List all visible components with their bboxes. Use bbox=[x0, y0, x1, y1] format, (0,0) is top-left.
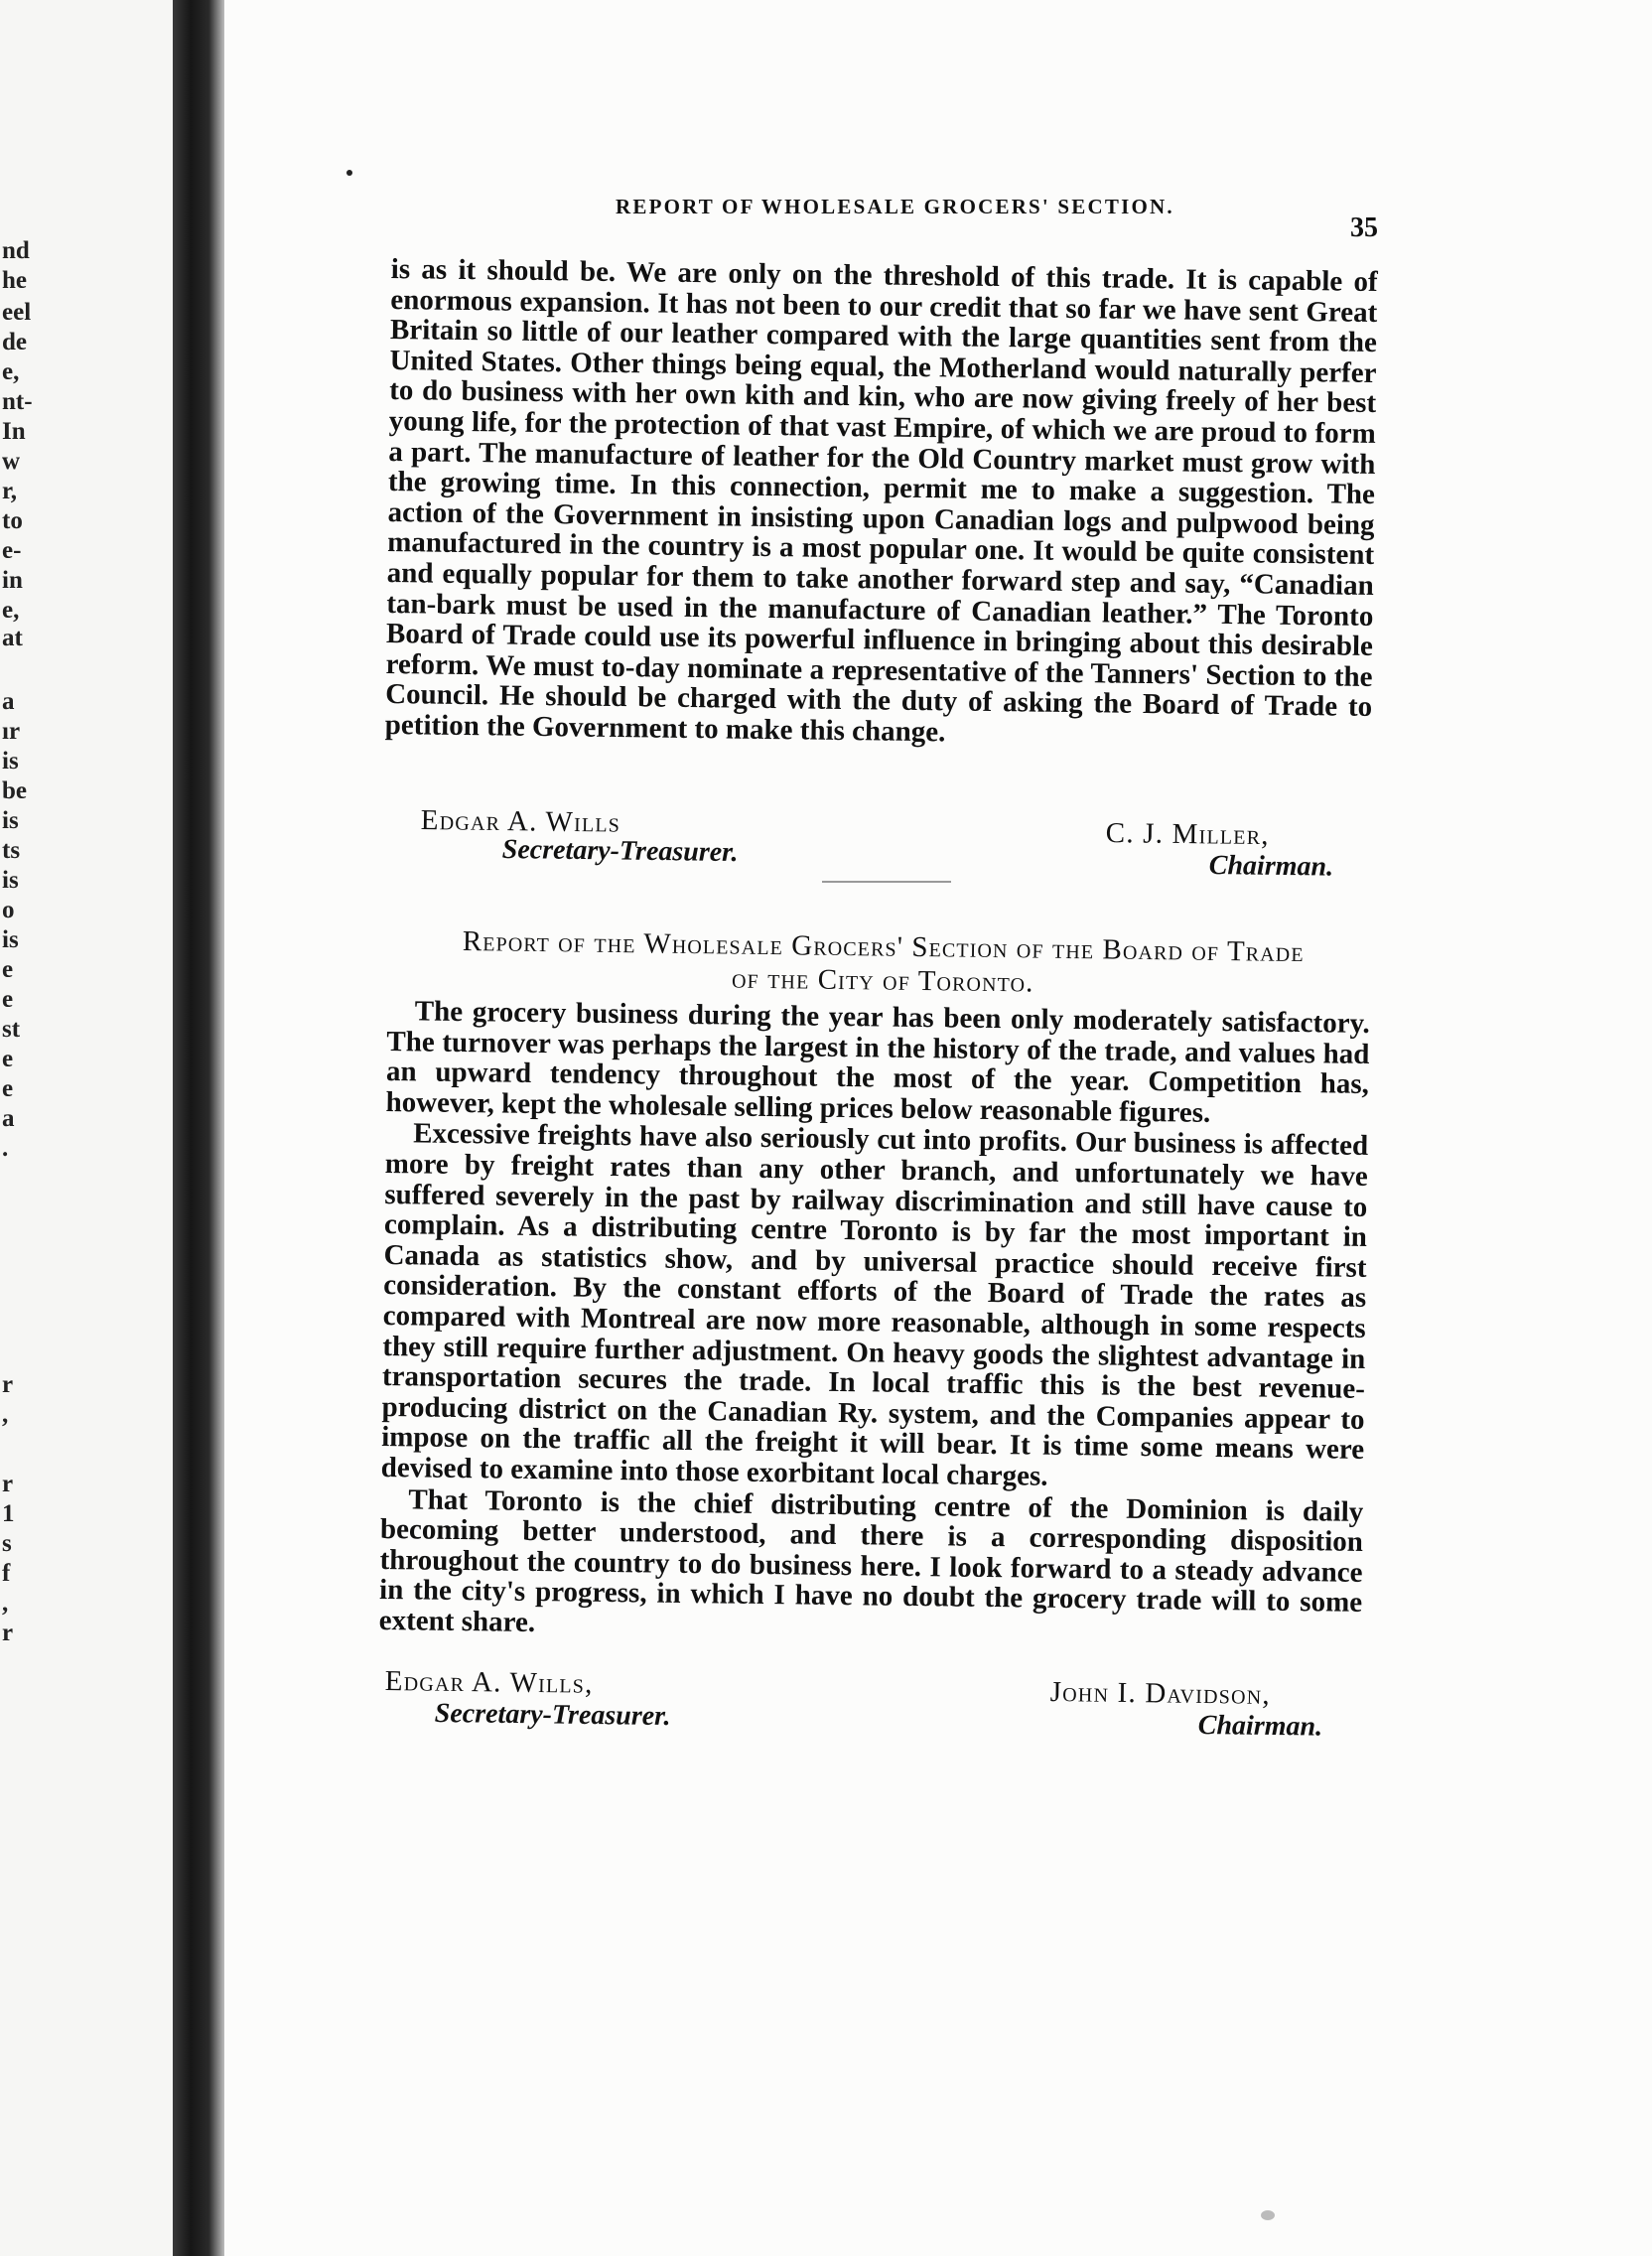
facing-page-fragment: f bbox=[2, 1560, 11, 1587]
ink-smudge bbox=[1261, 2210, 1275, 2220]
grocers-report-body bbox=[379, 996, 1370, 1649]
facing-page-fragment: a bbox=[2, 1105, 15, 1132]
paragraph: The grocery business during the year has been only moderately satisfactory. The turnover was perhaps the largest in the history of the trade, and values had an upward tendency throughout the most of the year. Competition has, however, kept the wholesale selling prices below reasonable figures. bbox=[385, 995, 1370, 1129]
facing-page-fragment: 1 bbox=[2, 1500, 15, 1527]
facing-page-fragment: ır bbox=[2, 718, 21, 745]
facing-page-fragment: in bbox=[2, 567, 23, 594]
report-title bbox=[386, 923, 1380, 1004]
chairman-name: John I. Davidson, bbox=[1049, 1676, 1272, 1711]
facing-page-fragment: e- bbox=[2, 537, 22, 564]
ink-dot bbox=[346, 170, 352, 176]
facing-page-fragment: r bbox=[2, 1471, 14, 1497]
facing-page-fragment: st bbox=[2, 1016, 21, 1043]
facing-page-fragment: , bbox=[2, 1590, 9, 1617]
facing-page-fragment: e bbox=[2, 1046, 14, 1072]
facing-page-fragment: e bbox=[2, 986, 14, 1013]
secretary-name: Edgar A. Wills, bbox=[384, 1665, 594, 1700]
chairman-title: Chairman. bbox=[1208, 850, 1334, 883]
facing-page-fragment: r bbox=[2, 1371, 14, 1398]
chairman-name: C. J. Miller, bbox=[1105, 817, 1270, 852]
paragraph: is as it should be. We are only on the threshold of this trade. It is capable of enormous expansion. It has not been to our credit that so far we have sent Great Britain so little of our leather compared with the large quantities sent from the United States. Other things being equal, the Motherland would naturally perfer to do business with her own kith and kin, who are now giving freely of her best young life, for the protection of that vast Empire, of which we are proud to form a part. The manufacture of leather for the Old Country market must grow with the growing time. In this connection, permit me to make a suggestion. The action of the Government in insisting upon Canadian logs and pulpwood being manufactured in the country is a most popular one. It would be quite consistent and equally popular for them to take another forward step and say, “Canadian tan-bark must be used in the manufacture of Canadian leather.” The Toronto Board of Trade could use its powerful influence in bringing about this desirable reform. We must to-day nominate a representative of the Tanners' Section to the Council. He should be charged with the duty of asking the Board of Trade to petition the Government to make this change. bbox=[384, 253, 1378, 749]
facing-page-fragment: at bbox=[2, 625, 23, 651]
facing-page-fragment: s bbox=[2, 1530, 12, 1557]
facing-page-fragment: In bbox=[2, 418, 26, 445]
facing-page-fragment: he bbox=[2, 267, 27, 294]
paragraph: That Toronto is the chief distributing centre of the Dominion is daily becoming better understood, and there is a corresponding disposition throughout the country to do business here. I look forward to a steady advance in the city's progress, in which I have no doubt the grocery trade will to some extent share. bbox=[378, 1482, 1364, 1638]
book-gutter bbox=[173, 0, 224, 2256]
secretary-title: Secretary-Treasurer. bbox=[501, 834, 739, 869]
secretary-title: Secretary-Treasurer. bbox=[434, 1698, 671, 1733]
facing-page-fragment: is bbox=[2, 926, 19, 953]
facing-page-edge bbox=[0, 0, 173, 2256]
facing-page-fragment: be bbox=[2, 777, 27, 804]
report-title-line-2: of the City of Toronto. bbox=[731, 962, 1034, 999]
facing-page-fragment: is bbox=[2, 867, 19, 894]
report-title-line-1: Report of the Wholesale Grocers' Section of the Board of Trade bbox=[462, 924, 1305, 969]
paragraph: Excessive freights have also seriously cut into profits. Our business is affected more by freight rates than any other branch, and unfortunately we have suffered severely in the past by railway discrimination and still have cause to complain. As a distributing centre Toronto is by far the most important in Canada as statistics show, and by universal practice should receive first consideration. By the constant efforts of the Board of Trade the rates as compared with Montreal are now more reasonable, although in some respects they still require further adjustment. On heavy goods the slightest advantage in transportation secures the trade. In local traffic this is the best revenue-producing district on the Canadian Ry. system, and the Companies appear to impose on the traffic all the freight it will bear. It is time some means were devised to examine into those exorbitant local charges. bbox=[380, 1117, 1369, 1492]
facing-page-fragment: to bbox=[2, 507, 23, 534]
facing-page-fragment: nd bbox=[2, 237, 30, 264]
page-number: 35 bbox=[1350, 212, 1378, 243]
facing-page-fragment: e bbox=[2, 956, 14, 983]
running-head: REPORT OF WHOLESALE GROCERS' SECTION. bbox=[616, 195, 1174, 218]
facing-page-fragment: e bbox=[2, 1075, 14, 1102]
facing-page-fragment: w bbox=[2, 448, 21, 475]
tanners-report-body bbox=[385, 254, 1378, 753]
facing-page-fragment: r bbox=[2, 1620, 14, 1646]
section-divider bbox=[822, 881, 951, 883]
secretary-name: Edgar A. Wills bbox=[420, 804, 621, 839]
chairman-title: Chairman. bbox=[1197, 1710, 1323, 1743]
facing-page-fragment: o bbox=[2, 897, 15, 923]
facing-page-fragment: . bbox=[2, 1135, 9, 1162]
facing-page-fragment: ts bbox=[2, 837, 21, 864]
facing-page-fragment: is bbox=[2, 807, 19, 834]
facing-page-fragment: a bbox=[2, 688, 15, 715]
facing-page-fragment: r, bbox=[2, 478, 18, 504]
facing-page-fragment: eel bbox=[2, 299, 32, 326]
facing-page-fragment: is bbox=[2, 748, 19, 775]
facing-page-fragment: nt- bbox=[2, 388, 33, 415]
facing-page-fragment: de bbox=[2, 329, 27, 355]
facing-page-fragment: e, bbox=[2, 358, 20, 385]
facing-page-fragment: e, bbox=[2, 597, 20, 624]
facing-page-fragment: , bbox=[2, 1401, 9, 1428]
